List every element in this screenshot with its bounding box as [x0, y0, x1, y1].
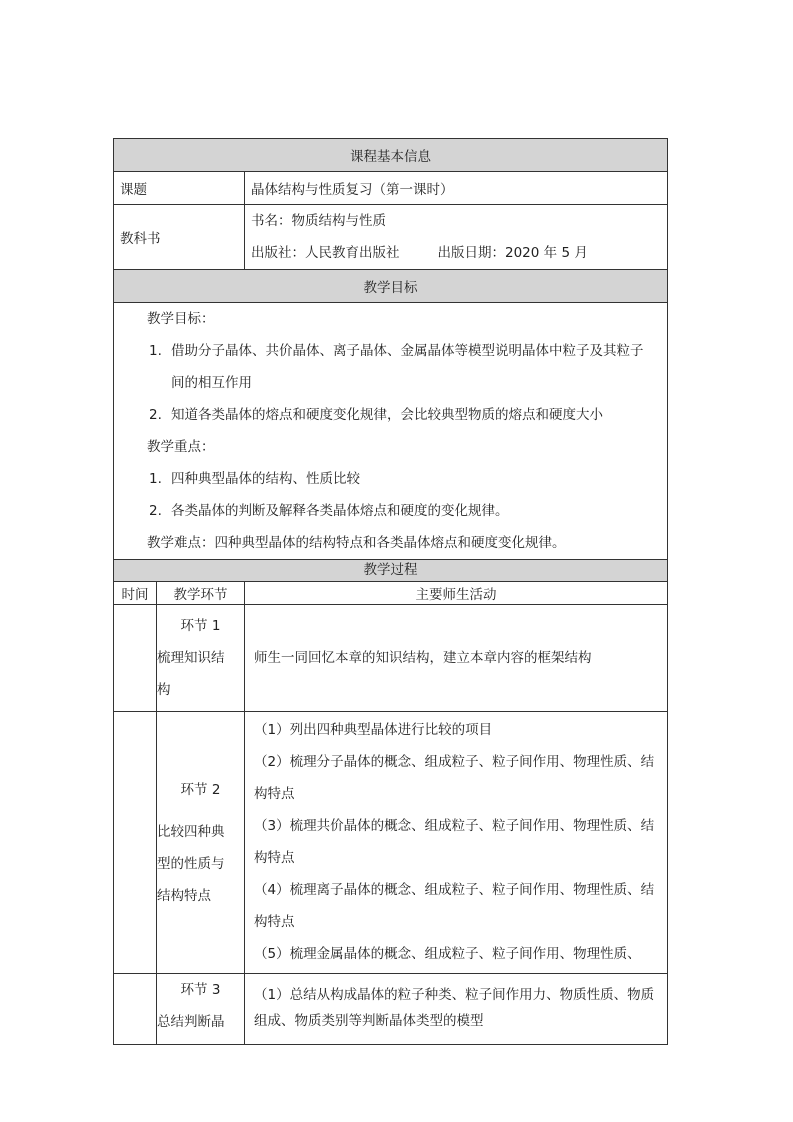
topic-label: 课题	[114, 172, 245, 205]
stage-1-activities: 师生一同回忆本章的知识结构，建立本章内容的框架结构	[245, 605, 668, 712]
topic-value: 晶体结构与性质复习（第一课时）	[245, 172, 668, 205]
publisher: 出版社：人民教育出版社	[251, 245, 400, 261]
stage-3-time	[114, 974, 157, 1045]
key-point-1: 1. 四种典型晶体的结构、性质比较	[149, 471, 360, 487]
col-activity: 主要师生活动	[245, 582, 668, 605]
book-name: 书名：物质结构与性质	[251, 213, 386, 229]
stage-1-time	[114, 605, 157, 712]
objectives-body	[114, 303, 668, 560]
col-stage: 教学环节	[157, 582, 245, 605]
publisher-line	[251, 237, 667, 269]
goal-item-1: 1. 借助分子晶体、共价晶体、离子晶体、金属晶体等模型说明晶体中粒子及其粒子	[149, 343, 644, 359]
stage-row-1	[114, 605, 668, 712]
course-info-header-row	[114, 139, 668, 172]
topic-row	[114, 172, 668, 205]
col-time: 时间	[114, 582, 157, 605]
objectives-header-row	[114, 270, 668, 303]
textbook-row	[114, 205, 668, 270]
objectives-body-row	[114, 303, 668, 560]
stage-2-activities: （1）列出四种典型晶体进行比较的项目 （2）梳理分子晶体的概念、组成粒子、粒子间作用、物理性质、结 构特点 （3）梳理共价晶体的概念、组成粒子、粒子间作用、物理性质、结 构特点 （4）梳理离子晶体的概念、组成粒子、粒子间作用、物理性质、结 构特点 （5）梳理金属晶体的概念、组成粒子、粒子间作用、物理性质、	[245, 712, 668, 974]
process-title: 教学过程	[114, 560, 668, 582]
publish-date: 出版日期：2020 年 5 月	[437, 245, 588, 261]
stage-3-activities: （1）总结从构成晶体的粒子种类、粒子间作用力、物质性质、物质 组成、物质类别等判断晶体类型的模型	[245, 974, 668, 1045]
goals-label: 教学目标：	[147, 311, 215, 327]
stage-row-3	[114, 974, 668, 1045]
lesson-plan-table	[113, 138, 668, 1045]
stage-row-2	[114, 712, 668, 974]
textbook-details	[245, 205, 668, 270]
process-header-row	[114, 560, 668, 582]
objectives-title: 教学目标	[114, 270, 668, 303]
stage-3-name: 环节 3 总结判断晶	[157, 974, 245, 1045]
stage-2-name: 环节 2 比较四种典 型的性质与 结构特点	[157, 712, 245, 974]
stage-2-time	[114, 712, 157, 974]
key-label: 教学重点：	[147, 439, 215, 455]
course-info-title: 课程基本信息	[114, 139, 668, 172]
goal-item-1-cont: 间的相互作用	[171, 375, 252, 391]
goal-item-2: 2. 知道各类晶体的熔点和硬度变化规律，会比较典型物质的熔点和硬度大小	[149, 407, 603, 423]
key-point-2: 2. 各类晶体的判断及解释各类晶体熔点和硬度的变化规律。	[149, 503, 509, 519]
stage-1-name: 环节 1 梳理知识结 构	[157, 605, 245, 712]
difficulty: 教学难点：四种典型晶体的结构特点和各类晶体熔点和硬度变化规律。	[147, 535, 566, 551]
process-columns-row	[114, 582, 668, 605]
textbook-label: 教科书	[114, 205, 245, 270]
